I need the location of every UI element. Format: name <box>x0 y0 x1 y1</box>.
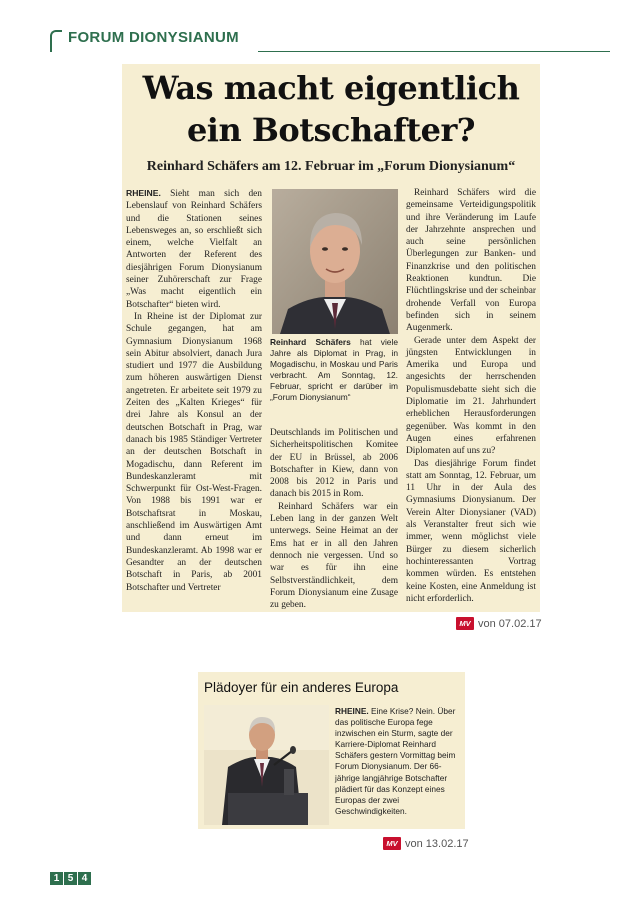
page-digit: 5 <box>64 872 77 885</box>
page-digit: 1 <box>50 872 63 885</box>
article-column-1 <box>126 187 262 594</box>
mv-logo-icon: MV <box>383 837 401 850</box>
paragraph: Das diesjährige Forum findet statt am Sonntag, 12. Februar, um 11 Uhr in der Aula des Gymnasiums Dionysianum. Der Verein Alter Dionysianer (VAD) als Veranstalter freut sich wie immer, wenn möglichst viele Bürger zu diesem sicherlich hochinteressanten Vortrag kommen würden. Es entstehen keine Kosten, eine Anmeldung ist nicht erforderlich. <box>406 458 536 604</box>
article-2-headline: Plädoyer für ein anderes Europa <box>204 680 399 695</box>
article-2-text: RHEINE. Eine Krise? Nein. Über das politische Europa fege inzwischen ein Sturm, sagte der Karriere-Diplomat Reinhard Schäfers gestern Vormittag beim Forum Dionysianum. Der 66-jährige langjährige Botschafter plädiert für das Konzept eines Europas der zwei Geschwindigkeiten. <box>335 706 456 816</box>
paragraph: Reinhard Schäfers wird die gemeinsame Verteidigungspolitik und ihre Veränderung im Laufe der Jahrzehnte ansprechen und auch seine persönlichen Überlegungen zur Banken- und Finanzkrise und den politischen Reaktionen kundtun. Die Flüchtlingskrise und der scheinbar drohende Verfall von Europa befinden sich in seinem Augenmerk. <box>406 188 536 334</box>
mv-logo-icon: MV <box>456 617 474 630</box>
paragraph: Gerade unter dem Aspekt der jüngsten Entwicklungen in Amerika und Europa und angesichts der herrschenden Populismusdebatte sieht sich die Diplomatie im 21. Jahrhundert erheblichen Herausforderungen gegenüber. Was kommt in den Augen eines erfahrenen Diplomaten auf uns zu? <box>406 335 536 457</box>
source-date: von 07.02.17 <box>478 617 542 630</box>
section-title: FORUM DIONYSIANUM <box>68 29 239 46</box>
headline-line-2: ein Botschafter? <box>186 111 476 149</box>
page-number <box>50 872 91 885</box>
article-clipping-2 <box>198 672 465 829</box>
dateline: RHEINE. <box>126 188 161 198</box>
caption-name: Reinhard Schäfers <box>270 337 351 347</box>
paragraph: In Rheine ist der Diplomat zur Schule gegangen, hat am Gymnasium Dionysianum 1968 sein Abitur absolviert, danach Jura studiert und 1977 die Ausbildung zum höheren auswärtigen Dienst angetreten. Er arbeitete seit 1979 zu Zeiten des „Kalten Krieges“ für drei Jahre als Konsul an der deutschen Botschaft in Prag, war danach bis 1985 Ständiger Vertreter an der deutschen Botschaft in Mogadischu, dann Referent im Bundeskanzleramt mit Schwerpunkt für Ost-West-Fragen. Von 1988 bis 1991 war er Botschaftsrat in Moskau, anschließend im Auswärtigen Amt und dann erneut im Bundeskanzleramt. Ab 1998 war er Gesandter an der deutschen Botschaft in Paris, ab 2001 Botschafter und Vertreter <box>126 311 262 593</box>
article-column-3 <box>406 187 536 605</box>
photo-caption: Reinhard Schäfers hat viele Jahre als Diplomat in Prag, in Mogadischu, in Moskau und Paris verbracht. Am Sonntag, 12. Februar, spricht er darüber im „Forum Dionysianum“ <box>270 337 398 402</box>
subheadline: Reinhard Schäfers am 12. Februar im „Forum Dionysianum“ <box>146 159 516 174</box>
portrait-illustration <box>272 189 398 334</box>
paragraph: Reinhard Schäfers war ein Leben lang in der ganzen Welt unterwegs. Seine Heimat an der Ems hat er in all den Jahren dennoch nie vergessen. Und so war es für ihn eine Selbstverständlichkeit, dem Forum Dionysianum eine Zusage zu geben. <box>270 501 398 611</box>
source-line-2 <box>383 837 469 850</box>
dateline: RHEINE. <box>335 706 369 716</box>
article-column-2 <box>270 427 398 611</box>
speaker-photo <box>204 705 329 825</box>
source-line-1 <box>456 617 542 630</box>
speaker-illustration <box>204 705 329 825</box>
paragraph: RHEINE. Sieht man sich den Lebenslauf von Reinhard Schäfers und die Stationen seines Lebensweges an, so erschließt sich einem, welche Vielfalt an Antworten der Referent des diesjährigen Forum Dionysianum seiner Zuhörerschaft zur Frage „Was macht eigentlich ein Botschafter“ bieten wird. <box>126 188 262 310</box>
paragraph: Deutschlands im Politischen und Sicherheitspolitischen Komitee der EU in Brüssel, ab 2006 Botschafter in Kiew, dann von 2008 bis 2012 in Paris und danach bis 2015 in Rom. <box>270 428 398 500</box>
headline-line-1: Was macht eigentlich <box>142 69 520 107</box>
portrait-photo <box>272 189 398 334</box>
page-digit: 4 <box>78 872 91 885</box>
article-clipping-1 <box>122 64 540 612</box>
header-rule <box>258 51 610 52</box>
source-date: von 13.02.17 <box>405 837 469 850</box>
header-bracket <box>50 30 62 52</box>
